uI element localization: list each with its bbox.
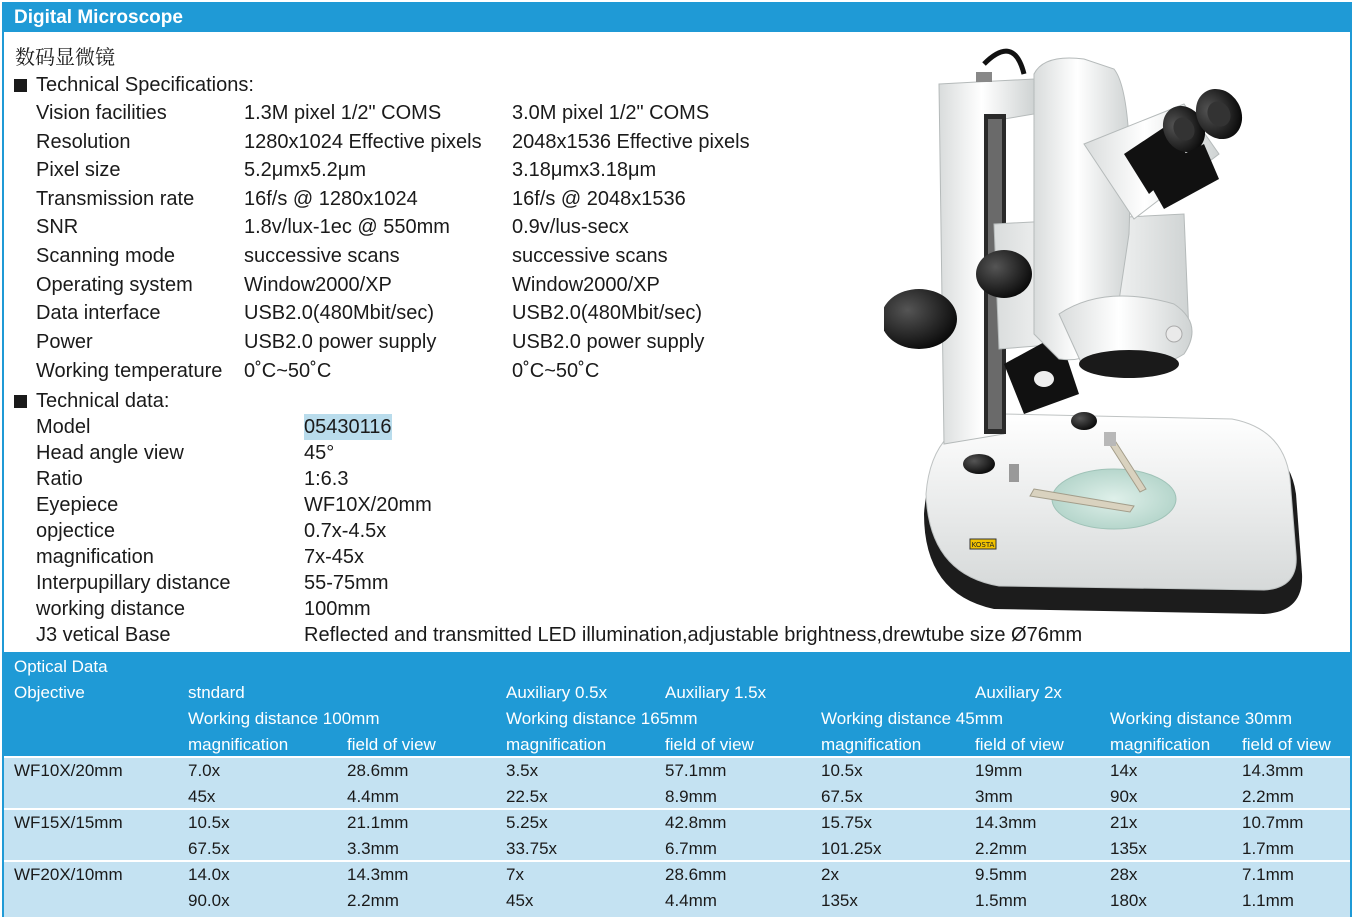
spec-label: Scanning mode	[36, 245, 175, 267]
table-cell: 14.3mm	[1242, 761, 1304, 780]
eyepiece-label: WF15X/15mm	[14, 813, 123, 832]
working-distance: Working distance 165mm	[506, 709, 698, 728]
spec-value-1: 1.8v/lux-1ec @ 550mm	[244, 216, 450, 238]
tech-value: 100mm	[304, 598, 371, 620]
square-bullet-icon	[14, 395, 27, 408]
tech-label: Ratio	[36, 468, 83, 490]
table-cell: 101.25x	[821, 839, 882, 858]
eyepiece-row-group	[4, 860, 1350, 912]
table-cell: 14x	[1110, 761, 1138, 780]
table-cell: 2.2mm	[1242, 787, 1294, 806]
group-name: Auxiliary 2x	[975, 683, 1062, 702]
table-cell: 15.75x	[821, 813, 873, 832]
spec-label: Power	[36, 331, 93, 353]
magnification-header: magnification	[506, 735, 607, 754]
working-distance: Working distance 100mm	[188, 709, 380, 728]
table-cell: 3.5x	[506, 761, 539, 780]
spec-value-2: 3.0M pixel 1/2" COMS	[512, 102, 710, 124]
tech-label: Model	[36, 416, 91, 438]
spec-value-1: 5.2μmx5.2μm	[244, 159, 366, 181]
tech-value: WF10X/20mm	[304, 494, 432, 516]
table-cell: 10.7mm	[1242, 813, 1304, 832]
tech-value: 45°	[304, 442, 335, 464]
spec-value-2: 0.9v/lus-secx	[512, 216, 629, 238]
table-cell: 90x	[1110, 787, 1138, 806]
spec-value-2: 0˚C~50˚C	[512, 360, 600, 382]
tech-label: opjectice	[36, 520, 115, 542]
model-value: 05430116	[304, 416, 392, 438]
eyepiece-row-group	[4, 756, 1350, 808]
specs-heading	[14, 73, 254, 97]
spec-label: SNR	[36, 216, 79, 238]
tech-value: 55-75mm	[304, 572, 389, 594]
spec-value-1: 1.3M pixel 1/2" COMS	[244, 102, 442, 124]
eyepiece-label: WF20X/10mm	[14, 865, 123, 884]
table-cell: 180x	[1110, 891, 1147, 910]
tech-value: 7x-45x	[304, 546, 365, 568]
table-cell: 10.5x	[821, 761, 863, 780]
spec-value-2: USB2.0(480Mbit/sec)	[512, 302, 703, 324]
tech-value: 0.7x-4.5x	[304, 520, 387, 542]
working-distance: Working distance 45mm	[821, 709, 1004, 728]
table-cell: 6.7mm	[665, 839, 717, 858]
table-cell: 3.3mm	[347, 839, 399, 858]
table-cell: 3mm	[975, 787, 1013, 806]
spec-value-1: USB2.0 power supply	[244, 331, 437, 353]
table-cell: 67.5x	[821, 787, 863, 806]
group-name: Auxiliary 1.5x	[665, 683, 767, 702]
table-cell: 4.4mm	[665, 891, 717, 910]
tech-label: Eyepiece	[36, 494, 119, 516]
table-cell: 7.1mm	[1242, 865, 1294, 884]
magnification-header: magnification	[1110, 735, 1211, 754]
spec-value-2: successive scans	[512, 245, 668, 267]
table-cell: 67.5x	[188, 839, 230, 858]
table-cell: 22.5x	[506, 787, 548, 806]
optical-body	[4, 756, 1350, 917]
optical-data-table	[4, 652, 1350, 917]
table-cell: 1.5mm	[975, 891, 1027, 910]
spec-label: Transmission rate	[36, 188, 195, 210]
table-cell: 28.6mm	[665, 865, 727, 884]
eyepiece-label: WF10X/20mm	[14, 761, 123, 780]
eyepiece-row-group	[4, 808, 1350, 860]
table-cell: 28.6mm	[347, 761, 409, 780]
table-cell: 4.4mm	[347, 787, 399, 806]
table-cell: 2.2mm	[975, 839, 1027, 858]
spec-label: Vision facilities	[36, 102, 167, 124]
spec-label: Pixel size	[36, 159, 121, 181]
spec-value-1: 1280x1024 Effective pixels	[244, 131, 482, 153]
spec-value-1: 0˚C~50˚C	[244, 360, 332, 382]
table-cell: 57.1mm	[665, 761, 727, 780]
table-cell: 2x	[821, 865, 839, 884]
group-name: stndard	[188, 683, 245, 702]
spec-value-2: 16f/s @ 2048x1536	[512, 188, 686, 210]
tech-label: J3 vetical Base	[36, 624, 171, 646]
table-cell: 28x	[1110, 865, 1138, 884]
table-cell: 19mm	[975, 761, 1023, 780]
tech-heading-text: Technical data:	[36, 390, 170, 412]
spec-value-1: Window2000/XP	[244, 274, 392, 296]
tech-heading	[14, 389, 169, 413]
field-of-view-header: field of view	[1242, 735, 1331, 754]
objective-label: Objective	[14, 683, 85, 702]
table-cell: 2.2mm	[347, 891, 399, 910]
spec-value-1: successive scans	[244, 245, 400, 267]
square-bullet-icon	[14, 79, 27, 92]
tech-label: Interpupillary distance	[36, 572, 231, 594]
spec-label: Operating system	[36, 274, 193, 296]
spec-label: Working temperature	[36, 360, 223, 382]
spec-value-1: 16f/s @ 1280x1024	[244, 188, 418, 210]
page-frame	[2, 2, 1352, 917]
magnification-header: magnification	[821, 735, 922, 754]
table-cell: 10.5x	[188, 813, 230, 832]
table-cell: 21x	[1110, 813, 1138, 832]
tech-label: Head angle view	[36, 442, 184, 464]
tech-label: working distance	[36, 598, 185, 620]
table-cell: 5.25x	[506, 813, 548, 832]
table-cell: 45x	[188, 787, 216, 806]
spec-value-2: 3.18μmx3.18μm	[512, 159, 657, 181]
table-cell: 14.3mm	[975, 813, 1037, 832]
table-cell: 42.8mm	[665, 813, 727, 832]
spec-value-2: Window2000/XP	[512, 274, 660, 296]
optical-header	[4, 652, 1350, 756]
table-cell: 135x	[1110, 839, 1147, 858]
table-cell: 21.1mm	[347, 813, 409, 832]
magnification-header: magnification	[188, 735, 289, 754]
table-cell: 9.5mm	[975, 865, 1027, 884]
table-cell: 1.7mm	[1242, 839, 1294, 858]
spec-label: Data interface	[36, 302, 161, 324]
microscope-image	[884, 34, 1314, 624]
spec-value-2: 2048x1536 Effective pixels	[512, 131, 750, 153]
table-cell: 135x	[821, 891, 858, 910]
table-cell: 45x	[506, 891, 534, 910]
table-cell: 1.1mm	[1242, 891, 1294, 910]
table-cell: 14.3mm	[347, 865, 409, 884]
field-of-view-header: field of view	[347, 735, 436, 754]
table-cell: 8.9mm	[665, 787, 717, 806]
table-cell: 90.0x	[188, 891, 230, 910]
specs-heading-text: Technical Specifications:	[36, 74, 254, 96]
spec-label: Resolution	[36, 131, 131, 153]
spec-value-1: USB2.0(480Mbit/sec)	[244, 302, 435, 324]
tech-label: magnification	[36, 546, 154, 568]
optical-title: Optical Data	[14, 657, 108, 676]
table-cell: 33.75x	[506, 839, 558, 858]
spec-value-2: USB2.0 power supply	[512, 331, 705, 353]
table-cell: 14.0x	[188, 865, 230, 884]
field-of-view-header: field of view	[665, 735, 754, 754]
group-name: Auxiliary 0.5x	[506, 683, 608, 702]
page-title: Digital Microscope	[4, 4, 1350, 32]
working-distance: Working distance 30mm	[1110, 709, 1293, 728]
tech-value: 1:6.3	[304, 468, 349, 490]
tech-value: Reflected and transmitted LED illumination,adjustable brightness,drewtube size Ø76mm	[304, 624, 1083, 646]
table-cell: 7.0x	[188, 761, 221, 780]
brand-label: KOSTA	[971, 541, 995, 549]
chinese-title: 数码显微镜	[15, 45, 115, 69]
table-cell: 7x	[506, 865, 524, 884]
field-of-view-header: field of view	[975, 735, 1064, 754]
